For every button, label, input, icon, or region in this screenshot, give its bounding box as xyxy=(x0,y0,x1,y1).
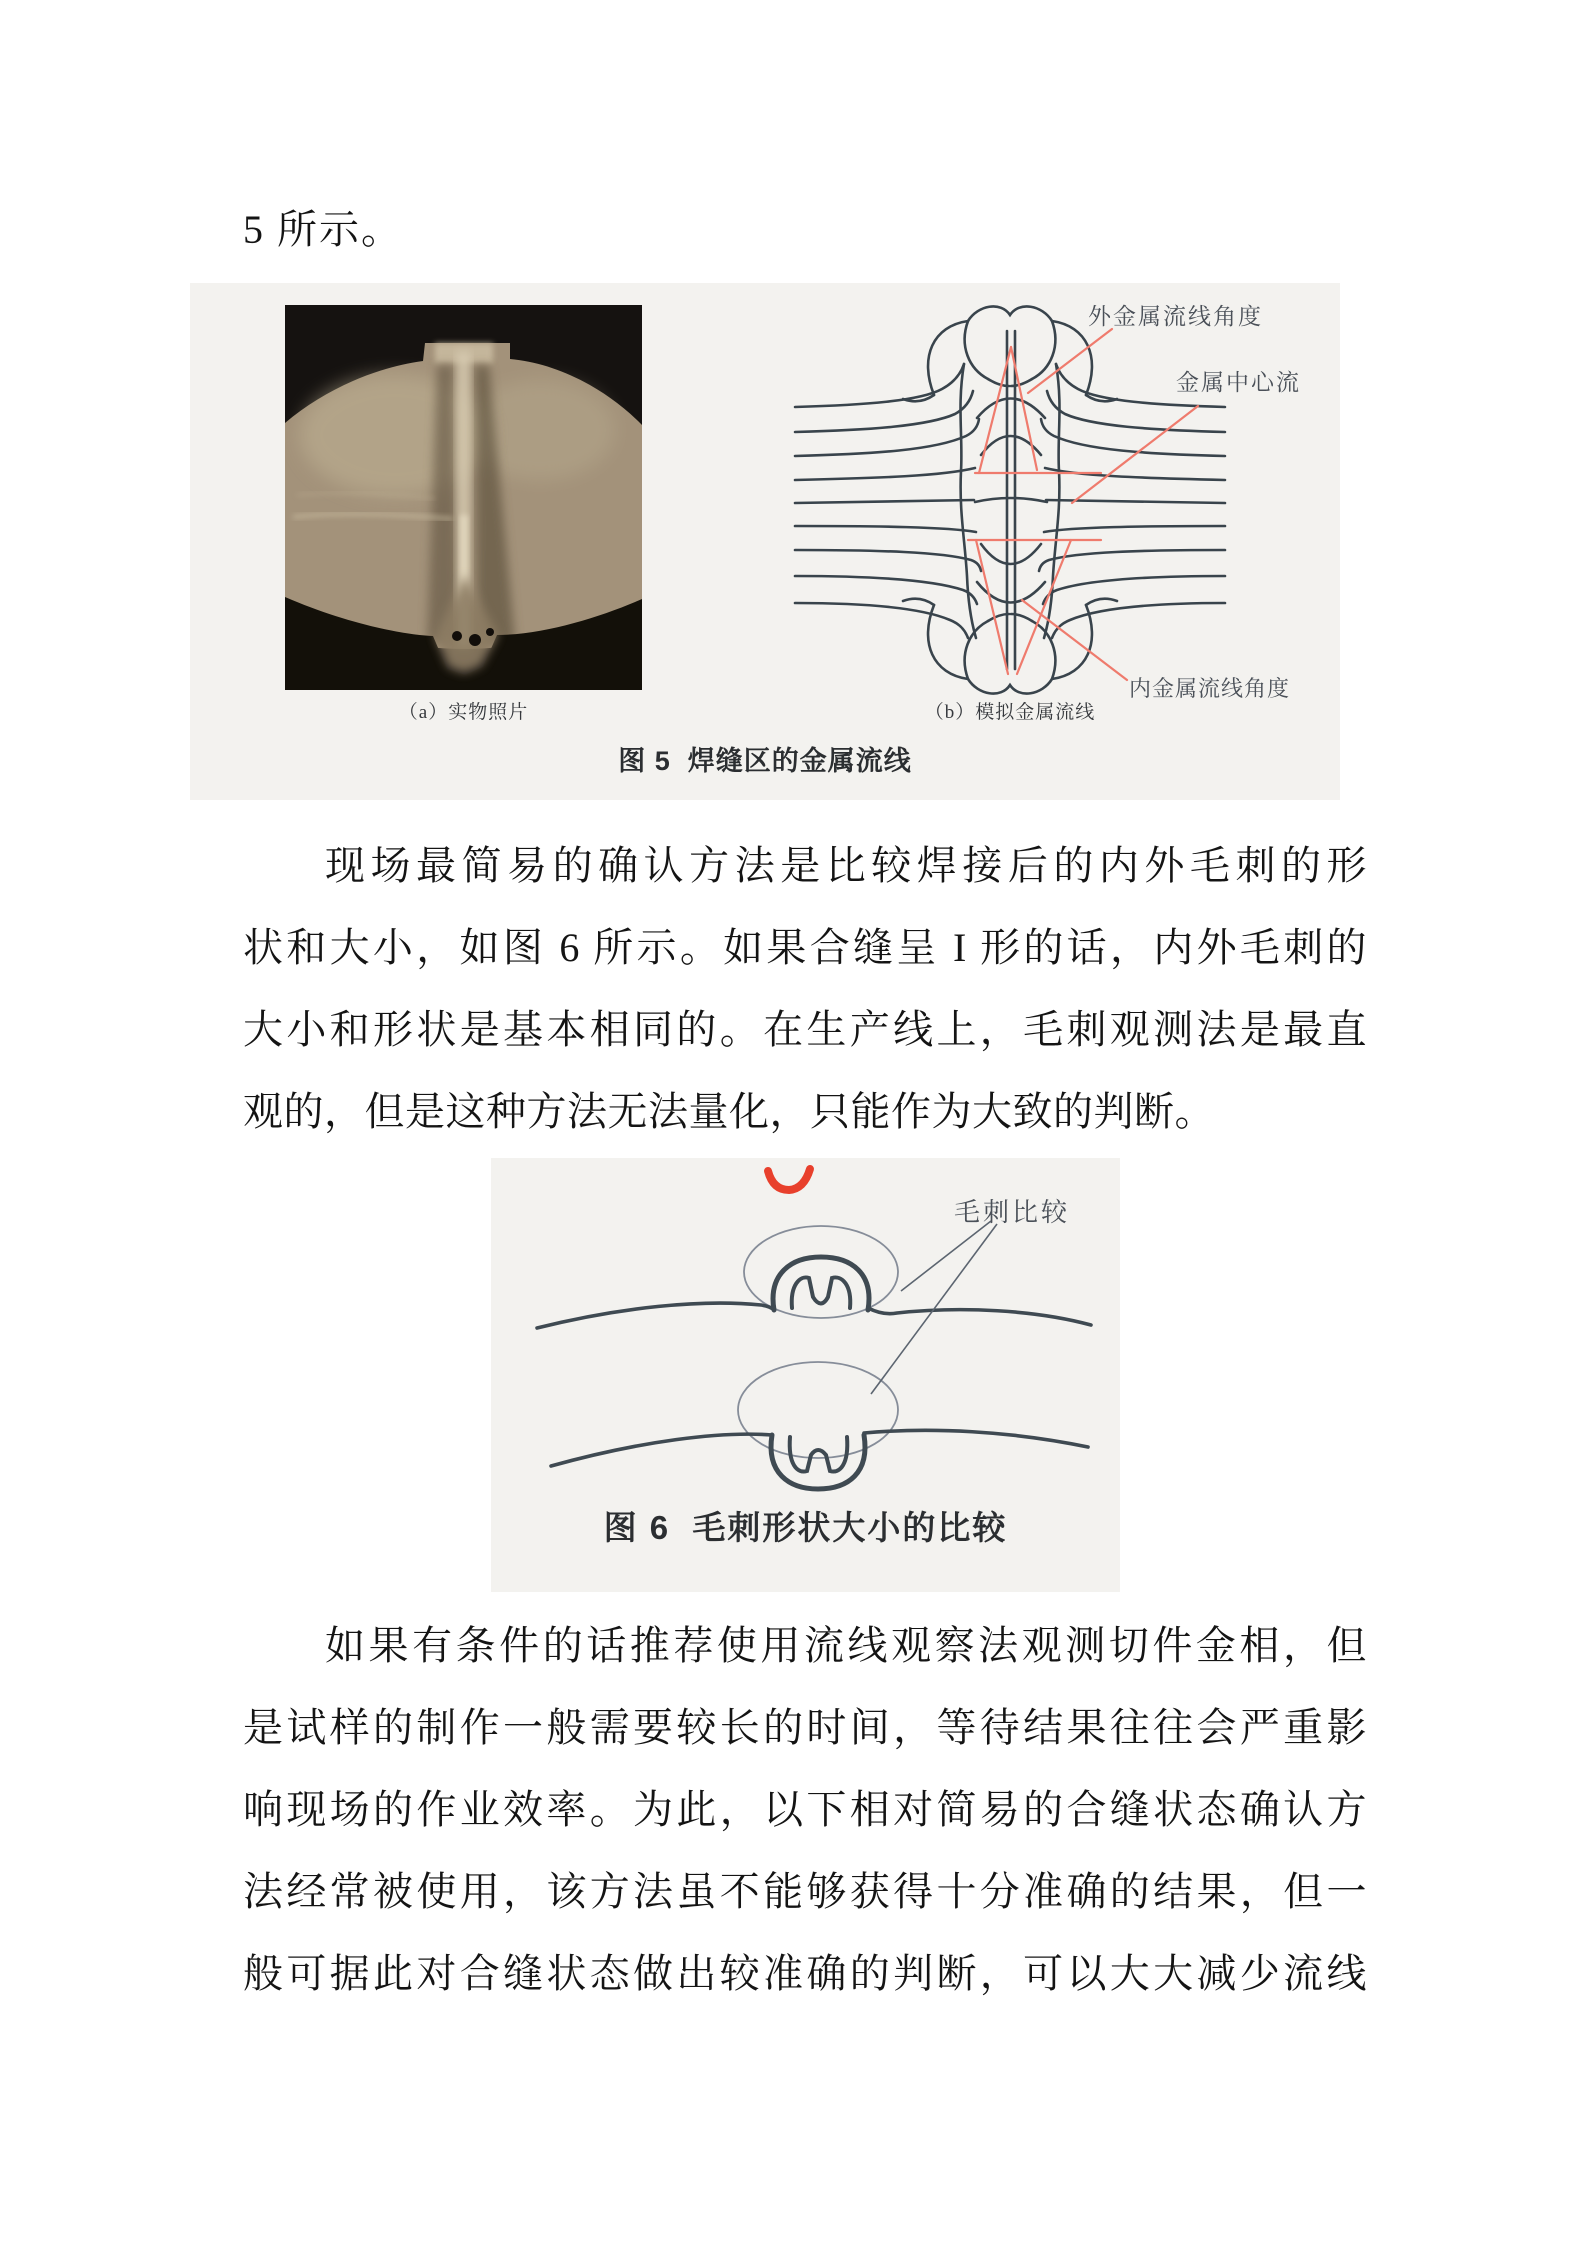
paragraph1-line-4: 观的，但是这种方法无法量化，只能作为大致的判断。 xyxy=(243,1089,1215,1134)
intro-line: 5 所示。 xyxy=(243,207,403,252)
weld-seam-photo xyxy=(285,305,642,690)
bottom-burr-circle xyxy=(738,1362,898,1458)
figure6-panel xyxy=(491,1158,1120,1592)
label-outer-flow-angle: 外金属流线角度 xyxy=(1088,304,1263,329)
paragraph2-line-2: 是试样的制作一般需要较长的时间，等待结果往往会严重影 xyxy=(243,1705,1367,1750)
paragraph2-line-1: 如果有条件的话推荐使用流线观察法观测切件金相，但 xyxy=(325,1623,1367,1668)
label-leader-lines xyxy=(871,1221,997,1394)
figure5-panel xyxy=(190,283,1340,800)
paragraph2-line-5: 般可据此对合缝状态做出较准确的判断，可以大大减少流线 xyxy=(243,1951,1367,1996)
figure6-caption: 图 6 毛刺形状大小的比较 xyxy=(603,1509,1008,1546)
label-inner-flow-angle: 内金属流线角度 xyxy=(1129,676,1291,701)
paragraph1-line-2: 状和大小，如图 6 所示。如果合缝呈 I 形的话，内外毛刺的 xyxy=(243,925,1367,970)
label-burr-compare: 毛刺比较 xyxy=(954,1198,1071,1227)
figure5-caption: 图 5 焊缝区的金属流线 xyxy=(618,746,912,776)
label-center-flow: 金属中心流 xyxy=(1176,370,1301,395)
paragraph2-line-3: 响现场的作业效率。为此，以下相对简易的合缝状态确认方 xyxy=(243,1787,1367,1832)
paragraph1-line-1: 现场最简易的确认方法是比较焊接后的内外毛刺的形 xyxy=(325,843,1367,888)
figure5a-caption: （a）实物照片 xyxy=(398,702,529,723)
paragraph2-line-4: 法经常被使用，该方法虽不能够获得十分准确的结果，但一 xyxy=(243,1869,1367,1914)
paragraph1-line-3: 大小和形状是基本相同的。在生产线上，毛刺观测法是最直 xyxy=(243,1007,1367,1052)
red-check-mark xyxy=(768,1169,810,1190)
metal-flow-diagram xyxy=(770,285,1250,710)
figure5b-caption: （b）模拟金属流线 xyxy=(924,702,1096,723)
red-angle-annotations xyxy=(968,329,1198,680)
